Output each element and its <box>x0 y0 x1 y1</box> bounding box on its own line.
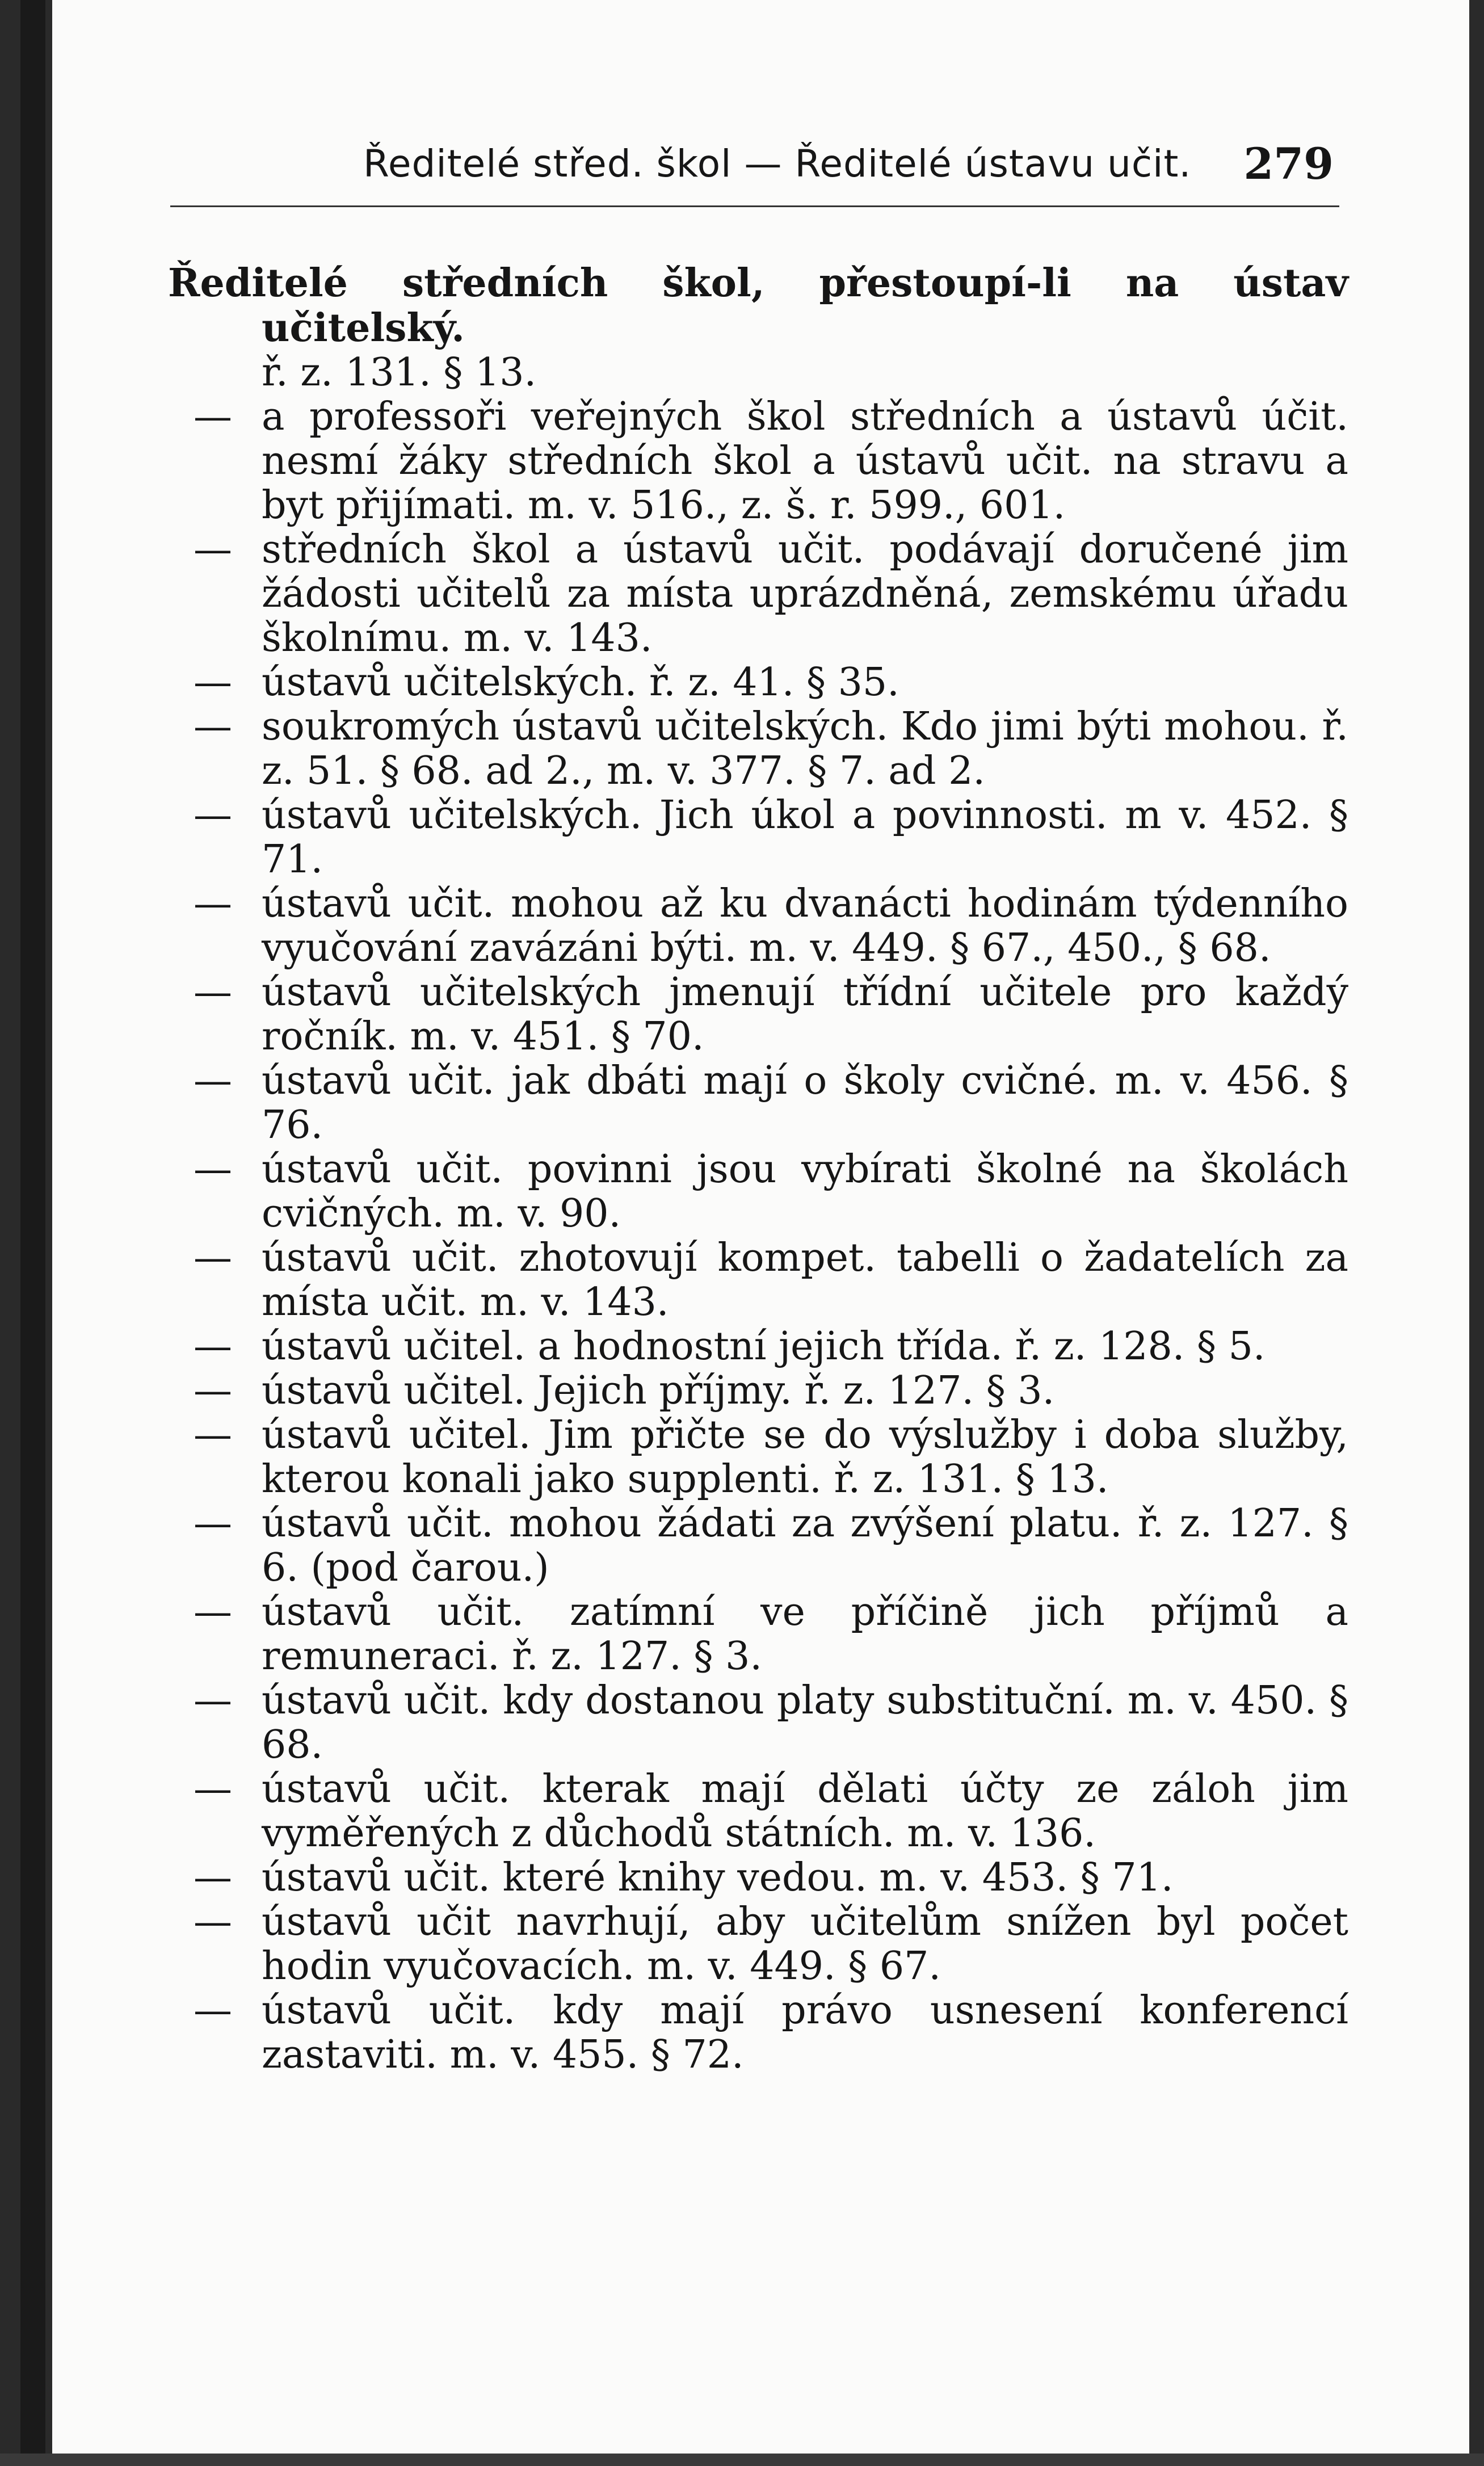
entry-dash: — <box>194 704 232 749</box>
entry-dash: — <box>194 793 232 838</box>
headword-entry <box>168 261 1348 395</box>
list-item <box>168 1059 1348 1148</box>
entry-dash: — <box>194 394 232 439</box>
entry-dash: — <box>194 660 232 705</box>
list-item <box>168 1325 1348 1369</box>
list-item <box>168 528 1348 661</box>
entry-dash: — <box>194 1413 232 1457</box>
entry-text: ústavů učit. zhotovují kompet. tabelli o žadatelích za místa učit. m. v. 143. <box>262 1236 1348 1325</box>
scan-edge-bottom <box>0 2454 1484 2466</box>
entry-dash: — <box>194 1147 232 1192</box>
entry-dash: — <box>194 1236 232 1280</box>
entry-text: ústavů učit. kdy dostanou platy substituční. m. v. 450. § 68. <box>262 1678 1348 1767</box>
list-item <box>168 1900 1348 1989</box>
entry-dash: — <box>194 1767 232 1812</box>
list-item <box>168 1856 1348 1900</box>
entry-dash: — <box>194 1900 232 1944</box>
entry-text: ústavů učitel. Jejich příjmy. ř. z. 127. § 3. <box>262 1368 1055 1413</box>
index-entries <box>168 261 1348 2077</box>
list-item <box>168 971 1348 1059</box>
entry-text: ústavů učit navrhují, aby učitelům snížen byl počet hodin vyučovacích. m. v. 449. § 67. <box>262 1900 1348 1989</box>
list-item <box>168 1413 1348 1502</box>
entry-dash: — <box>194 527 232 572</box>
entry-text: ústavů učitelských. Jich úkol a povinnosti. m v. 452. § 71. <box>262 793 1348 882</box>
running-header <box>170 136 1351 193</box>
list-item <box>168 1236 1348 1325</box>
entry-dash: — <box>194 1855 232 1900</box>
list-item <box>168 661 1348 705</box>
list-item <box>168 1502 1348 1590</box>
headword: Ředitelé středních škol, přestoupí-li na ústav učitelský. <box>168 261 1348 351</box>
sub-entry-list <box>168 395 1348 2077</box>
entry-dash: — <box>194 1324 232 1369</box>
list-item <box>168 1679 1348 1767</box>
entry-dash: — <box>194 1501 232 1546</box>
list-item <box>168 1989 1348 2077</box>
entry-text: ústavů učit. kdy mají právo usnesení konferencí zastaviti. m. v. 455. § 72. <box>262 1988 1348 2077</box>
header-rule <box>170 205 1339 207</box>
list-item <box>168 793 1348 882</box>
list-item <box>168 705 1348 793</box>
entry-text: ústavů učitel. a hodnostní jejich třída. ř. z. 128. § 5. <box>262 1324 1266 1369</box>
entry-dash: — <box>194 881 232 926</box>
list-item <box>168 1767 1348 1856</box>
page-number: 279 <box>1243 138 1334 189</box>
entry-dash: — <box>194 1678 232 1723</box>
entry-text: ústavů učit. zatímní ve příčině jich příjmů a remuneraci. ř. z. 127. § 3. <box>262 1590 1348 1679</box>
entry-dash: — <box>194 1988 232 2033</box>
scan-edge-right <box>1469 0 1484 2466</box>
entry-text: ústavů učit. mohou žádati za zvýšení platu. ř. z. 127. § 6. (pod čarou.) <box>262 1501 1348 1590</box>
entry-text: ústavů učitel. Jim přičte se do výslužby i doba služby, kterou konali jako supplenti. ř. z. 131. § 13. <box>262 1413 1348 1502</box>
entry-text: ústavů učit. mohou až ku dvanácti hodinám týdenního vyučování zavázáni býti. m. v. 449. § 67., 450., § 68. <box>262 881 1348 971</box>
entry-dash: — <box>194 1590 232 1635</box>
entry-text: ústavů učit. povinni jsou vybírati školné na školách cvičných. m. v. 90. <box>262 1147 1348 1236</box>
running-header-title: Ředitelé střed. škol — Ředitelé ústavu učit. <box>363 142 1192 186</box>
entry-dash: — <box>194 970 232 1015</box>
entry-text: ústavů učit. jak dbáti mají o školy cvičné. m. v. 456. § 76. <box>262 1058 1348 1148</box>
list-item <box>168 395 1348 528</box>
entry-text: a professoři veřejných škol středních a ústavů účit. nesmí žáky středních škol a ústavů učit. na stravu a byt přijímati. m. v. 516., z. š. r. 599., 601. <box>262 394 1348 528</box>
entry-text: středních škol a ústavů učit. podávají doručené jim žádosti učitelů za místa uprázdněná, zemskému úřadu školnímu. m. v. 143. <box>262 527 1348 661</box>
headword-reference: ř. z. 131. § 13. <box>262 350 537 395</box>
scan-edge-binding <box>20 0 45 2466</box>
entry-dash: — <box>194 1058 232 1103</box>
entry-text: soukromých ústavů učitelských. Kdo jimi býti mohou. ř. z. 51. § 68. ad 2., m. v. 377. § 7. ad 2. <box>262 704 1348 793</box>
entry-dash: — <box>194 1368 232 1413</box>
list-item <box>168 1148 1348 1236</box>
entry-text: ústavů učit. které knihy vedou. m. v. 453. § 71. <box>262 1855 1174 1900</box>
entry-text: ústavů učitelských. ř. z. 41. § 35. <box>262 660 899 705</box>
list-item <box>168 1590 1348 1679</box>
list-item <box>168 882 1348 971</box>
list-item <box>168 1369 1348 1413</box>
entry-text: ústavů učit. kterak mají dělati účty ze záloh jim vyměřených z důchodů státních. m. v. 136. <box>262 1767 1348 1856</box>
entry-text: ústavů učitelských jmenují třídní učitele pro každý ročník. m. v. 451. § 70. <box>262 970 1348 1059</box>
